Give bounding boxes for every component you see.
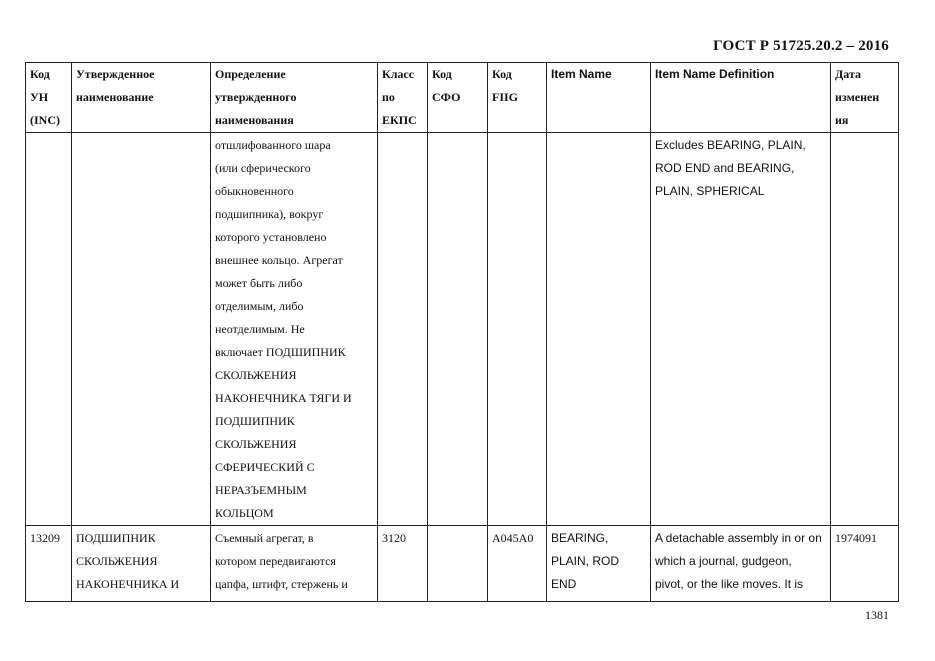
text-line: ROD END and BEARING,: [655, 161, 795, 175]
header-inc: [26, 63, 72, 133]
text-line: Код: [492, 67, 512, 81]
text-line: BEARING,: [551, 531, 609, 545]
cell-date: 1974091: [831, 526, 899, 602]
text-line: СКОЛЬЖЕНИЯ: [76, 554, 158, 568]
page-number: 1381: [865, 608, 889, 622]
text-line: СКОЛЬЖЕНИЯ: [215, 437, 297, 451]
cell-class: 3120: [378, 526, 428, 602]
cell-date: [831, 133, 899, 526]
text-line: утвержденного: [215, 90, 297, 104]
table-row: [26, 133, 899, 526]
text-line: включает ПОДШИПНИК: [215, 345, 346, 359]
text-line: котором передвигаются: [215, 554, 336, 568]
header-change-date: [831, 63, 899, 133]
text-line: может быть либо: [215, 276, 303, 290]
header-sfo-code: [428, 63, 488, 133]
text-line: ПОДШИПНИК: [76, 531, 156, 545]
text-line: (INC): [30, 113, 60, 127]
header-approved-name: [72, 63, 211, 133]
cell-class: [378, 133, 428, 526]
cell-approved-name: [72, 526, 211, 602]
text-line: наименование: [76, 90, 154, 104]
cell-sfo: [428, 526, 488, 602]
table-row: [26, 526, 899, 602]
text-line: внешнее кольцо. Агрегат: [215, 253, 343, 267]
nomenclature-table: [25, 62, 899, 602]
text-line: по: [382, 90, 395, 104]
text-line: ЕКПС: [382, 113, 417, 127]
cell-definition-en: [651, 133, 831, 526]
text-line: ПОДШИПНИК: [215, 414, 295, 428]
text-line: pivot, or the like moves. It is: [655, 577, 804, 591]
header-item-name: [547, 63, 651, 133]
text-line: отделимым, либо: [215, 299, 304, 313]
text-line: СКОЛЬЖЕНИЯ: [215, 368, 297, 382]
header-fiig-code: [488, 63, 547, 133]
header-definition: [211, 63, 378, 133]
text-line: СФЕРИЧЕСКИЙ С: [215, 460, 315, 474]
header-item-name-definition: [651, 63, 831, 133]
cell-inc: [26, 133, 72, 526]
text-line: ия: [835, 113, 849, 127]
text-line: FIIG: [492, 90, 519, 104]
text-line: Дата: [835, 67, 861, 81]
text-line: PLAIN, SPHERICAL: [655, 184, 765, 198]
text-line: неотделимым. Не: [215, 322, 305, 336]
cell-approved-name: [72, 133, 211, 526]
cell-definition-en: [651, 526, 831, 602]
text-line: НАКОНЕЧНИКА ТЯГИ И: [215, 391, 352, 405]
text-line: Excludes BEARING, PLAIN,: [655, 138, 806, 152]
text-line: Съемный агрегат, в: [215, 531, 314, 545]
cell-definition-ru: [211, 526, 378, 602]
text-line: Item Name: [551, 67, 612, 81]
text-line: отшлифованного шара: [215, 138, 331, 152]
cell-fiig: A045A0: [488, 526, 547, 602]
text-line: СФО: [432, 90, 461, 104]
text-line: Определение: [215, 67, 286, 81]
cell-inc: 13209: [26, 526, 72, 602]
cell-item-name: [547, 526, 651, 602]
text-line: PLAIN, ROD: [551, 554, 620, 568]
header-class: [378, 63, 428, 133]
text-line: подшипника), вокруг: [215, 207, 324, 221]
cell-item-name: [547, 133, 651, 526]
table-header-row: [26, 63, 899, 133]
text-line: НАКОНЕЧНИКА И: [76, 577, 180, 591]
cell-definition-ru: [211, 133, 378, 526]
text-line: Код: [30, 67, 50, 81]
text-line: УН: [30, 90, 49, 104]
text-line: which a journal, gudgeon,: [655, 554, 792, 568]
text-line: (или сферического: [215, 161, 311, 175]
text-line: цапфа, штифт, стержень и: [215, 577, 348, 591]
text-line: Утвержденное: [76, 67, 155, 81]
text-line: END: [551, 577, 577, 591]
document-standard-title: ГОСТ Р 51725.20.2 – 2016: [713, 38, 889, 54]
text-line: Класс: [382, 67, 415, 81]
text-line: A detachable assembly in or on: [655, 531, 822, 545]
text-line: которого установлено: [215, 230, 327, 244]
text-line: НЕРАЗЪЕМНЫМ: [215, 483, 307, 497]
text-line: Item Name Definition: [655, 67, 775, 81]
text-line: Код: [432, 67, 452, 81]
cell-fiig: [488, 133, 547, 526]
cell-sfo: [428, 133, 488, 526]
text-line: КОЛЬЦОМ: [215, 506, 274, 520]
text-line: изменен: [835, 90, 880, 104]
text-line: наименования: [215, 113, 294, 127]
text-line: обыкновенного: [215, 184, 294, 198]
